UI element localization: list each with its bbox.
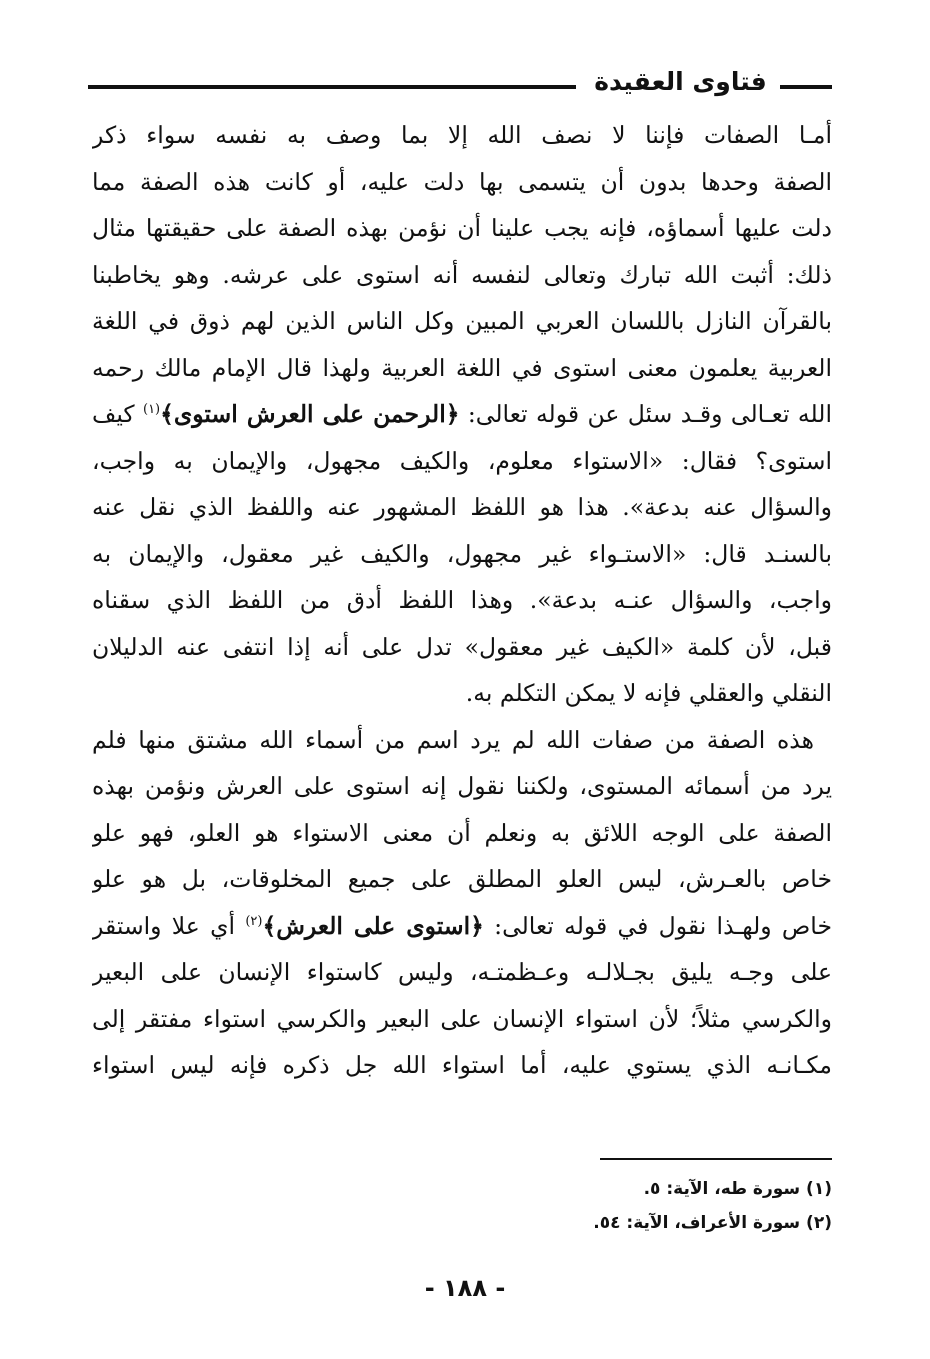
body-line: يرد من أسمائه المستوى، ولكننا نقول إنه استوى على العرش ونؤمن بهذه <box>92 772 832 800</box>
body-line: بالسنـد قال: «الاستـواء غير مجهول، والكيف غير معقول، والإيمان به <box>92 539 832 568</box>
line-text: كيف <box>92 400 143 428</box>
line-text: الله تعـالى وقـد سئل عن قوله تعالى: <box>459 400 832 428</box>
running-header <box>88 62 832 102</box>
body-line-with-verse <box>92 903 832 950</box>
body-line-paragraph-start: هذه الصفة من صفات الله لم يرد اسم من أسماء الله مشتق منها فلم <box>92 725 814 754</box>
footnote-2: (٢) سورة الأعراف، الآية: ٥٤. <box>593 1213 832 1233</box>
body-line: خاص بالعـرش، ليس العلو المطلق على جميع المخلوقات، بل هو علو <box>92 865 832 893</box>
quran-verse: ﴿استوى على العرش﴾ <box>262 911 484 940</box>
footnote-marker: (٢) <box>245 913 263 929</box>
body-line: والكرسي مثلاً؛ لأن استواء الإنسان على البعير والكرسي استواء مفتقر إلى <box>92 1004 832 1033</box>
body-line: على وجـه يليق بجـلالـه وعـظمتـه، وليس كاستواء الإنسان على البعير <box>92 958 832 986</box>
quran-verse: ﴿الرحمن على العرش استوى﴾ <box>160 400 460 428</box>
body-line: ذلك: أثبت الله تبارك وتعالى لنفسه أنه استوى على عرشه. وهو يخاطبنا <box>92 260 832 289</box>
body-line: واجب، والسؤال عنـه بدعة». وهذا اللفظ أدق من اللفظ الذي سقناه <box>92 586 832 614</box>
body-line: الصفة وحدها بدون أن يتسمى بها دلت عليه، أو كانت هذه الصفة مما <box>92 167 832 196</box>
footnote-marker: (١) <box>142 402 161 418</box>
body-line-with-verse <box>92 391 832 438</box>
header-title: فتاوى العقيدة <box>594 67 767 96</box>
page-number: - ١٨٨ - <box>424 1274 506 1302</box>
header-rule-left <box>88 85 576 89</box>
body-line: الصفة على الوجه اللائق به ونعلم أن معنى الاستواء هو العلو، فهو علو <box>92 818 832 847</box>
body-line: استوى؟ فقال: «الاستواء معلوم، والكيف مجهول، والإيمان به واجب، <box>92 446 832 475</box>
line-text: أي علا واستقر <box>92 911 246 940</box>
body-text <box>92 112 832 1089</box>
body-line: بالقرآن النازل باللسان العربي المبين وكل الناس الذين لهم ذوق في اللغة <box>92 307 832 335</box>
body-line: والسؤال عنه بدعة». هذا هو اللفظ المشهور عنه واللفظ الذي نقل عنه <box>92 493 832 521</box>
footnote-separator <box>600 1158 832 1160</box>
body-line-paragraph-end: النقلي والعقلي فإنه لا يمكن التكلم به. <box>465 679 832 707</box>
line-text: خاص ولهـذا نقول في قوله تعالى: <box>483 911 832 940</box>
footnote-1: (١) سورة طه، الآية: ٥. <box>643 1179 832 1199</box>
body-line: العربية يعلمون معنى استوى في اللغة العربية ولهذا قال الإمام مالك رحمه <box>92 353 832 382</box>
body-line: أمـا الصفات فإننا لا نصف الله إلا بما وصف به نفسه سواء ذكر <box>92 121 832 149</box>
body-line: قبل، لأن كلمة «الكيف غير معقول» تدل على أنه إذا انتفى عنه الدليلان <box>92 632 832 661</box>
body-line: دلت عليها أسماؤه، فإنه يجب علينا أن نؤمن بهذه الصفة على حقيقتها مثال <box>92 214 832 242</box>
footnotes <box>470 1172 832 1240</box>
header-rule-right <box>780 85 832 89</box>
body-line: مكـانـه الذي يستوي عليه، أما استواء الله جل ذكره فإنه ليس استواء <box>92 1051 832 1079</box>
